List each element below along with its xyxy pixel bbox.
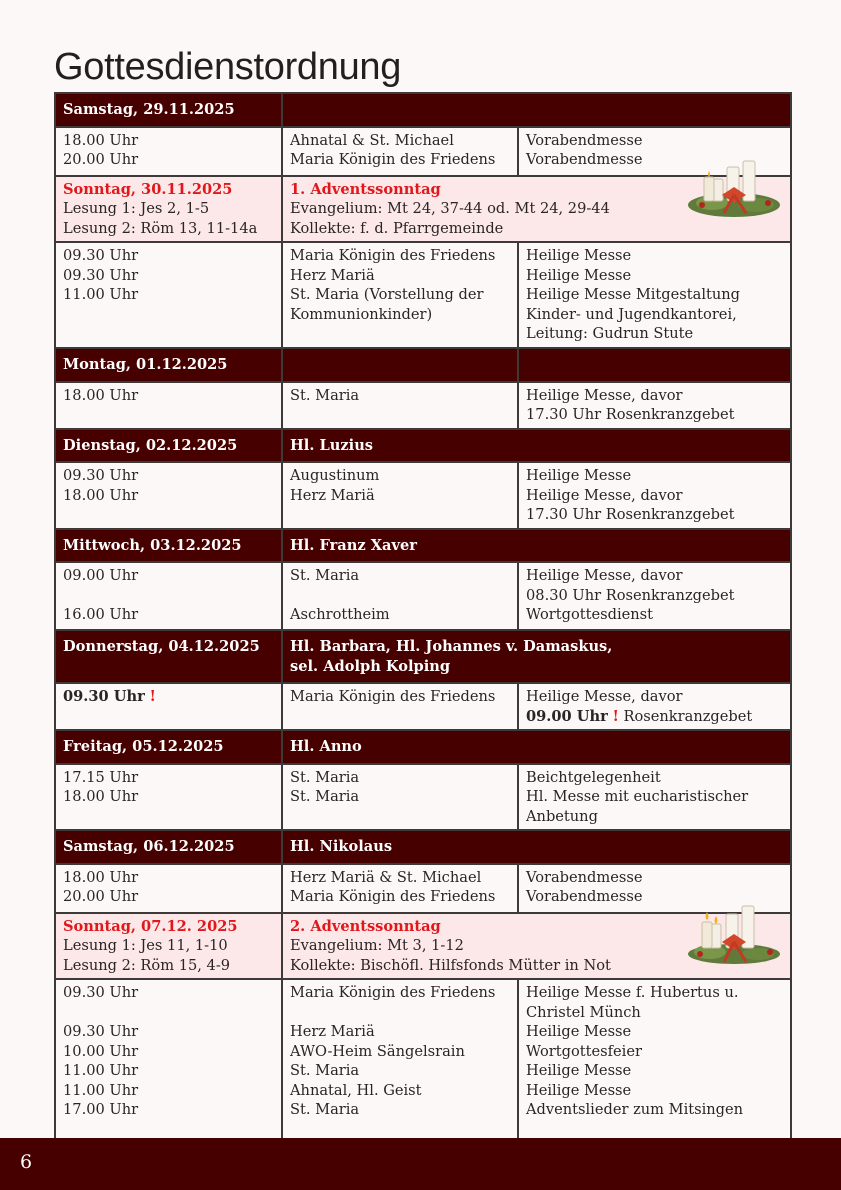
- time-entry: 09.30 Uhr: [63, 688, 145, 705]
- service-row: [55, 127, 791, 176]
- advent-wreath-icon: [682, 900, 786, 966]
- time-entry: 20.00 Uhr: [63, 151, 139, 168]
- time-entry: 11.00 Uhr: [63, 286, 139, 303]
- time-entry: 18.00 Uhr: [63, 486, 139, 504]
- time-entry: 09.00 Uhr: [63, 567, 139, 584]
- time-entry: 11.00 Uhr: [63, 1062, 139, 1079]
- sunday-feast-cell: [282, 176, 791, 243]
- place-entry: St. Maria: [290, 1101, 360, 1118]
- place-entry: St. Maria: [290, 768, 360, 786]
- feast-label: Hl. Barbara, Hl. Johannes v. Damaskus,: [290, 638, 613, 655]
- services-cell: [518, 382, 791, 429]
- times-cell: [55, 979, 282, 1144]
- time-entry: 09.30 Uhr: [63, 247, 139, 264]
- service-entry: [526, 707, 783, 727]
- service-row: [55, 562, 791, 630]
- kollekte: Kollekte: f. d. Pfarrgemeinde: [290, 219, 504, 237]
- service-row: [55, 242, 791, 348]
- service-row: [55, 462, 791, 529]
- service-entry: Heilige Messe, davor: [526, 386, 683, 404]
- place-entry: Maria Königin des Friedens: [290, 984, 496, 1001]
- day-label: Freitag, 05.12.2025: [55, 730, 282, 764]
- service-entry: Heilige Messe, davor: [526, 688, 683, 705]
- services-cell: [518, 242, 791, 348]
- places-cell: [282, 683, 518, 730]
- lesung-1: Lesung 1: Jes 11, 1-10: [63, 937, 228, 954]
- day-header-row: [55, 830, 791, 864]
- place-entry: Maria Königin des Friedens: [290, 151, 496, 168]
- service-entry: Leitung: Gudrun Stute: [526, 325, 694, 342]
- day-header-row: [55, 630, 791, 683]
- service-entry: Heilige Messe, davor: [526, 486, 683, 504]
- sunday-day-cell: [55, 176, 282, 243]
- place-entry: St. Maria: [290, 567, 360, 584]
- sunday-date: Sonntag, 30.11.2025: [63, 180, 233, 198]
- page-title: Gottesdienstordnung: [54, 46, 402, 88]
- time-entry: 16.00 Uhr: [63, 606, 139, 623]
- feast-cell: [282, 630, 791, 683]
- lesung-2: Lesung 2: Röm 15, 4-9: [63, 956, 231, 974]
- service-entry: 17.30 Uhr Rosenkranzgebet: [526, 406, 735, 423]
- service-entry: Vorabendmesse: [526, 888, 643, 905]
- service-entry: Heilige Messe Mitgestaltung: [526, 286, 740, 303]
- service-entry: Kinder- und Jugendkantorei,: [526, 305, 737, 323]
- services-cell: [518, 683, 791, 730]
- service-row: [55, 382, 791, 429]
- times-cell: [55, 242, 282, 348]
- lesung-2: Lesung 2: Röm 13, 11-14a: [63, 219, 258, 237]
- service-entry: Hl. Messe mit eucharistischer: [526, 788, 749, 805]
- places-cell: [282, 242, 518, 348]
- service-row: [55, 683, 791, 730]
- times-cell: [55, 764, 282, 831]
- feast-label: [282, 348, 518, 382]
- place-entry: Ahnatal & St. Michael: [290, 131, 454, 149]
- time-entry: 18.00 Uhr: [63, 868, 139, 886]
- times-cell: [55, 562, 282, 630]
- places-cell: [282, 864, 518, 913]
- place-entry: Aschrottheim: [290, 606, 390, 623]
- places-cell: [282, 382, 518, 429]
- evangelium: Evangelium: Mt 24, 37-44 od. Mt 24, 29-44: [290, 200, 610, 217]
- place-entry: Herz Mariä: [290, 266, 375, 284]
- place-entry: St. Maria: [290, 386, 360, 404]
- day-label: Samstag, 29.11.2025: [55, 93, 282, 127]
- day-label: Montag, 01.12.2025: [55, 348, 282, 382]
- service-entry: Heilige Messe: [526, 1081, 632, 1099]
- service-entry: Heilige Messe: [526, 247, 632, 264]
- place-entry: St. Maria (Vorstellung der: [290, 286, 484, 303]
- sunday-feast: 2. Adventssonntag: [290, 917, 441, 935]
- service-entry: Vorabendmesse: [526, 151, 643, 168]
- place-entry: [290, 1003, 510, 1023]
- place-entry: Herz Mariä & St. Michael: [290, 868, 482, 886]
- time-entry: 11.00 Uhr: [63, 1081, 139, 1099]
- services-cell: [518, 979, 791, 1144]
- time-entry: 18.00 Uhr: [63, 386, 139, 404]
- service-entry: Wortgottesfeier: [526, 1042, 642, 1060]
- day-header-row: [55, 93, 791, 127]
- service-entry: Adventslieder zum Mitsingen: [526, 1101, 744, 1118]
- time-entry: 09.30 Uhr: [63, 984, 139, 1001]
- service-entry: 08.30 Uhr Rosenkranzgebet: [526, 586, 735, 604]
- day-label: Donnerstag, 04.12.2025: [55, 630, 282, 683]
- services-cell: [518, 764, 791, 831]
- service-entry: Heilige Messe: [526, 1023, 632, 1040]
- service-entry: Anbetung: [526, 807, 598, 825]
- place-entry: Augustinum: [290, 467, 380, 484]
- place-entry: Maria Königin des Friedens: [290, 688, 496, 705]
- service-entry: Heilige Messe f. Hubertus u.: [526, 984, 739, 1001]
- footer-bar: [0, 1138, 841, 1190]
- service-entry: Beichtgelegenheit: [526, 768, 661, 786]
- service-entry: Vorabendmesse: [526, 868, 643, 886]
- feast-label: Hl. Nikolaus: [282, 830, 791, 864]
- place-entry: Maria Königin des Friedens: [290, 888, 496, 905]
- service-entry: Wortgottesdienst: [526, 606, 654, 623]
- place-entry: Maria Königin des Friedens: [290, 247, 496, 264]
- service-entry: Heilige Messe: [526, 1062, 632, 1079]
- time-entry: [63, 1003, 274, 1023]
- feast-label: sel. Adolph Kolping: [290, 657, 451, 675]
- time-entry: 18.00 Uhr: [63, 131, 139, 149]
- day-header-row: [55, 730, 791, 764]
- time-entry: 20.00 Uhr: [63, 888, 139, 905]
- sunday-feast-cell: [282, 913, 791, 980]
- time-entry: [63, 586, 274, 606]
- day-label: Dienstag, 02.12.2025: [55, 429, 282, 463]
- service-entry: Heilige Messe, davor: [526, 567, 683, 584]
- sunday-date: Sonntag, 07.12. 2025: [63, 917, 238, 935]
- time-entry: 10.00 Uhr: [63, 1042, 139, 1060]
- day-label: Mittwoch, 03.12.2025: [55, 529, 282, 563]
- feast-label: [282, 93, 791, 127]
- day-header-row: [55, 348, 791, 382]
- time-entry: 17.00 Uhr: [63, 1101, 139, 1118]
- place-entry: [290, 586, 510, 606]
- day-header-row: [55, 529, 791, 563]
- times-cell: [55, 127, 282, 176]
- service-time: 09.00 Uhr: [526, 707, 608, 725]
- places-cell: [282, 562, 518, 630]
- times-cell: [55, 382, 282, 429]
- time-entry: 09.30 Uhr: [63, 1023, 139, 1040]
- time-entry: 17.15 Uhr: [63, 768, 139, 786]
- time-entry: 09.30 Uhr: [63, 266, 139, 284]
- page-number: 6: [20, 1151, 33, 1173]
- day-label: Samstag, 06.12.2025: [55, 830, 282, 864]
- places-cell: [282, 979, 518, 1144]
- sunday-feast: 1. Adventssonntag: [290, 180, 441, 198]
- place-entry: Herz Mariä: [290, 486, 375, 504]
- service-entry: 17.30 Uhr Rosenkranzgebet: [526, 506, 735, 523]
- advent-wreath-icon: [682, 153, 786, 219]
- kollekte: Kollekte: Bischöfl. Hilfsfonds Mütter in Not: [290, 956, 611, 974]
- places-cell: [282, 764, 518, 831]
- times-cell: [55, 462, 282, 529]
- place-entry: Kommunionkinder): [290, 305, 433, 323]
- feast-label: Hl. Anno: [282, 730, 791, 764]
- sunday-row: [55, 913, 791, 980]
- service-entry: Christel Münch: [526, 1003, 641, 1021]
- service-row: [55, 864, 791, 913]
- places-cell: [282, 462, 518, 529]
- change-mark: !: [149, 688, 156, 705]
- place-entry: St. Maria: [290, 1062, 360, 1079]
- service-text: Rosenkranzgebet: [623, 707, 753, 725]
- place-entry: Herz Mariä: [290, 1023, 375, 1040]
- services-cell: [518, 462, 791, 529]
- services-cell: [518, 562, 791, 630]
- places-cell: [282, 127, 518, 176]
- time-entry: 18.00 Uhr: [63, 788, 139, 805]
- times-cell: [55, 683, 282, 730]
- lesung-1: Lesung 1: Jes 2, 1-5: [63, 200, 210, 217]
- feast-empty: [518, 348, 791, 382]
- sunday-day-cell: [55, 913, 282, 980]
- service-row: [55, 979, 791, 1144]
- change-mark: !: [612, 707, 619, 725]
- sunday-row: [55, 176, 791, 243]
- feast-label: Hl. Luzius: [282, 429, 791, 463]
- service-entry: Heilige Messe: [526, 467, 632, 484]
- service-row: [55, 764, 791, 831]
- place-entry: St. Maria: [290, 788, 360, 805]
- feast-label: Hl. Franz Xaver: [282, 529, 791, 563]
- times-cell: [55, 864, 282, 913]
- service-entry: Heilige Messe: [526, 266, 632, 284]
- schedule-table: [54, 92, 792, 1145]
- service-entry: Vorabendmesse: [526, 131, 643, 149]
- place-entry: AWO-Heim Sängelsrain: [290, 1042, 465, 1060]
- day-header-row: [55, 429, 791, 463]
- evangelium: Evangelium: Mt 3, 1-12: [290, 937, 464, 954]
- time-entry: 09.30 Uhr: [63, 467, 139, 484]
- place-entry: Ahnatal, Hl. Geist: [290, 1081, 422, 1099]
